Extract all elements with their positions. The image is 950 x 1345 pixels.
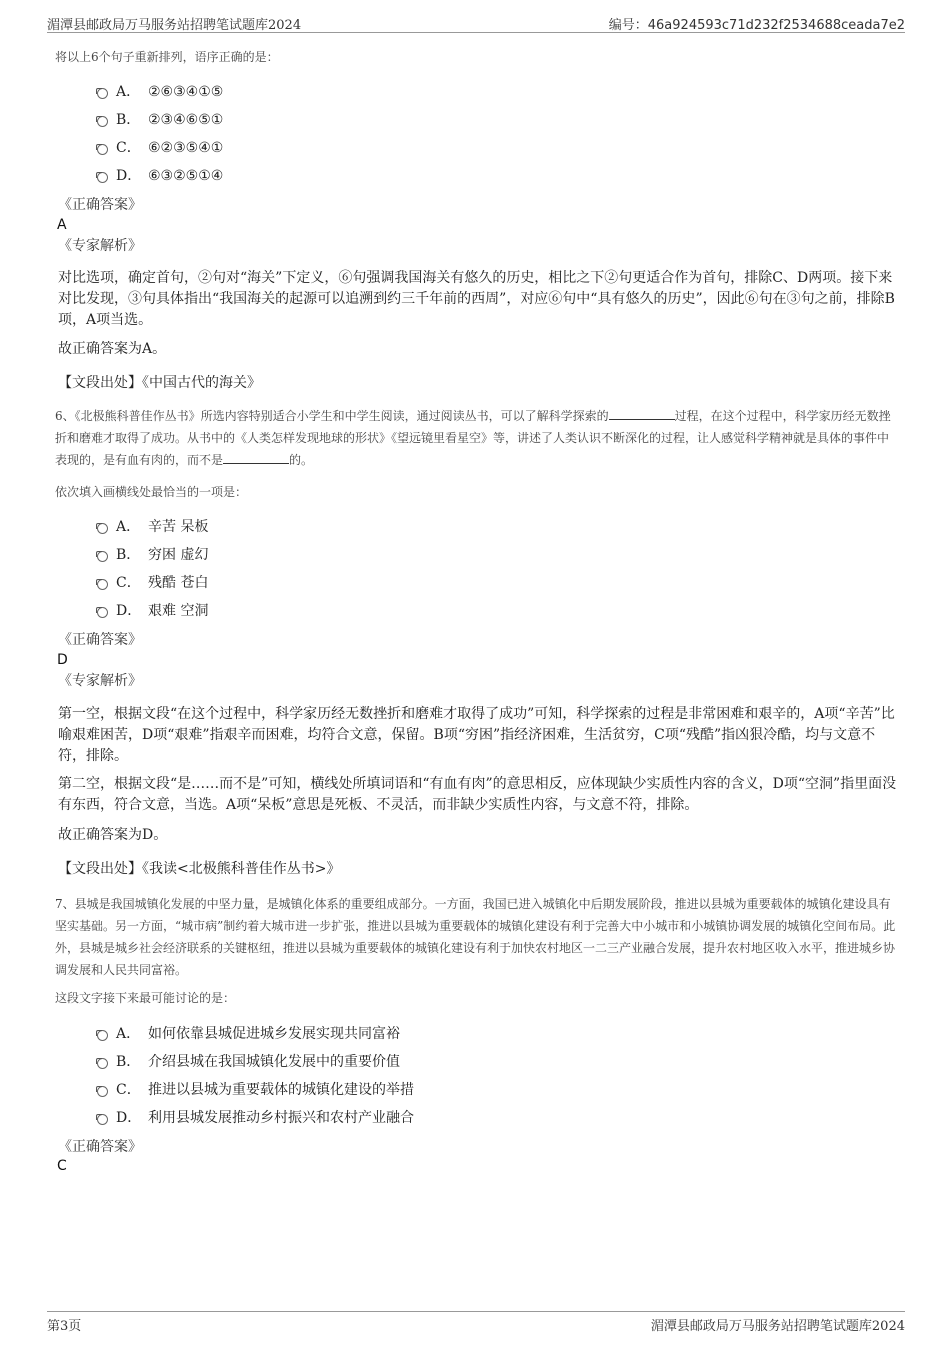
option-letter: A．: [116, 519, 141, 535]
fill-blank: [223, 451, 289, 464]
radio-icon[interactable]: [97, 579, 108, 590]
q5-answer-label: 《正确答案》: [58, 197, 142, 213]
q6-option-c[interactable]: [97, 573, 208, 593]
radio-icon[interactable]: [97, 116, 108, 127]
option-letter: C．: [116, 140, 141, 156]
option-text: 介绍县城在我国城镇化发展中的重要价值: [148, 1054, 400, 1070]
option-text: 穷困 虚幻: [148, 547, 209, 563]
q6-analysis-paragraph-1: 第一空，根据文段“在这个过程中，科学家历经无数挫折和磨难才取得了成功”可知，科学探索的过程是非常困难和艰辛的，A项“辛苦”比喻艰难困苦，D项“艰难”指艰辛而困难，均符合文意，保留。B项“穷困”指经济困难，生活贫穷，C项“残酷”指凶狠冷酷，均与文意不符，排除。: [58, 706, 895, 764]
option-text: 推进以县城为重要载体的城镇化建设的举措: [148, 1082, 414, 1098]
option-text: 辛苦 呆板: [148, 519, 209, 535]
option-letter: D．: [116, 168, 142, 184]
footer-title: 湄潭县邮政局万马服务站招聘笔试题库2024: [650, 1319, 905, 1334]
radio-icon[interactable]: [97, 1058, 108, 1069]
q7-answer-label: 《正确答案》: [58, 1139, 142, 1155]
header-title: 湄潭县邮政局万马服务站招聘笔试题库2024: [47, 18, 302, 33]
q6-stem: [55, 405, 897, 471]
q7-option-a[interactable]: [97, 1024, 400, 1044]
q7-prompt: 这段文字接下来最可能讨论的是：: [55, 991, 236, 1005]
q5-conclusion: 故正确答案为A。: [58, 341, 167, 357]
q5-prompt: 将以上6个句子重新排列，语序正确的是：: [55, 50, 279, 64]
q5-source: 【文段出处】《中国古代的海关》: [58, 375, 261, 391]
option-text: 艰难 空洞: [148, 603, 209, 619]
radio-icon[interactable]: [97, 607, 108, 618]
q6-prompt: 依次填入画横线处最恰当的一项是：: [55, 485, 248, 499]
option-letter: D．: [116, 603, 142, 619]
q7-option-b[interactable]: [97, 1052, 400, 1072]
q5-analysis-label: 《专家解析》: [58, 238, 142, 254]
option-letter: C．: [116, 1082, 141, 1098]
q6-analysis-label: 《专家解析》: [58, 673, 142, 689]
q6-option-b[interactable]: [97, 545, 208, 565]
option-text: 利用县城发展推动乡村振兴和农村产业融合: [148, 1110, 414, 1126]
option-text: ②⑥③④①⑤: [148, 84, 224, 100]
q7-answer: C: [57, 1158, 67, 1174]
option-letter: D．: [116, 1110, 142, 1126]
option-text: ②③④⑥⑤①: [148, 112, 224, 128]
option-text: 残酷 苍白: [148, 575, 209, 591]
q6-analysis-paragraph-2: 第二空，根据文段“是……而不是”可知，横线处所填词语和“有血有肉”的意思相反，应体现缺少实质性内容的含义，D项“空洞”指里面没有东西，符合文意，当选。A项“呆板”意思是死板、不灵活，而非缺少实质性内容，与文意不符，排除。: [58, 776, 897, 813]
option-letter: A．: [116, 1026, 141, 1042]
radio-icon[interactable]: [97, 551, 108, 562]
option-text: ⑥③②⑤①④: [148, 168, 224, 184]
q6-source: 【文段出处】《我读<北极熊科普佳作丛书>》: [58, 861, 341, 877]
radio-icon[interactable]: [97, 88, 108, 99]
option-text: ⑥②③⑤④①: [148, 140, 224, 156]
radio-icon[interactable]: [97, 1030, 108, 1041]
q5-option-d[interactable]: [97, 166, 223, 186]
header-code: [609, 14, 905, 33]
q6-stem-part2: 过程，在这个过程中，科学家历经无数挫折和磨难才取得了成功。从书中的《人类怎样发现地球的形状》《望远镜里看星空》等，讲述了人类认识不断深化的过程，让人感觉科学精神就是具体的事件中表现的，是有血有肉的，而不是: [55, 409, 891, 467]
header-code-value: 46a924593c71d232f2534688ceada7e2: [647, 18, 905, 33]
q6-answer: D: [57, 652, 68, 668]
option-letter: B．: [116, 547, 141, 563]
page-header: [47, 12, 905, 33]
q6-stem-part1: 6、《北极熊科普佳作丛书》所选内容特别适合小学生和中学生阅读，通过阅读丛书，可以了解科学探索的: [55, 409, 609, 423]
q7-option-d[interactable]: [97, 1108, 414, 1128]
fill-blank: [609, 407, 675, 420]
option-letter: B．: [116, 1054, 141, 1070]
q5-option-c[interactable]: [97, 138, 223, 158]
radio-icon[interactable]: [97, 1086, 108, 1097]
q5-option-b[interactable]: [97, 110, 223, 130]
q5-analysis-paragraph: 对比选项，确定首句，②句对“海关”下定义，⑥句强调我国海关有悠久的历史，相比之下②句更适合作为首句，排除C、D两项。接下来对比发现，③句具体指出“我国海关的起源可以追溯到约三千年前的西周”，对应⑥句中“具有悠久的历史”，因此⑥句在③句之前，排除B项，A项当选。: [58, 270, 895, 328]
option-letter: C．: [116, 575, 141, 591]
page-number: 第3页: [47, 1319, 82, 1334]
q6-conclusion: 故正确答案为D。: [58, 827, 168, 843]
q7-stem: 7、县城是我国城镇化发展的中坚力量，是城镇化体系的重要组成部分。一方面，我国已进入城镇化中后期发展阶段，推进以县城为重要载体的城镇化建设具有坚实基础。另一方面，“城市病”制约着大城市进一步扩张，推进以县城为重要载体的城镇化建设有利于完善大中小城市和小城镇协调发展的城镇化空间布局。此外，县城是城乡社会经济联系的关键枢纽，推进以县城为重要载体的城镇化建设有利于加快农村地区一二三产业融合发展，提升农村地区收入水平，推进城乡协调发展和人民共同富裕。: [55, 897, 896, 977]
option-letter: B．: [116, 112, 141, 128]
header-code-label: 编号：: [608, 18, 648, 33]
radio-icon[interactable]: [97, 172, 108, 183]
radio-icon[interactable]: [97, 523, 108, 534]
option-text: 如何依靠县城促进城乡发展实现共同富裕: [148, 1026, 400, 1042]
page-footer: [47, 1311, 905, 1334]
q6-stem-part3: 的。: [289, 453, 314, 467]
q6-answer-label: 《正确答案》: [58, 632, 142, 648]
radio-icon[interactable]: [97, 144, 108, 155]
q5-answer: A: [57, 217, 67, 233]
q6-option-a[interactable]: [97, 517, 208, 537]
radio-icon[interactable]: [97, 1114, 108, 1125]
q6-option-d[interactable]: [97, 601, 208, 621]
q7-option-c[interactable]: [97, 1080, 414, 1100]
q5-option-a[interactable]: [97, 82, 223, 102]
option-letter: A．: [116, 84, 141, 100]
